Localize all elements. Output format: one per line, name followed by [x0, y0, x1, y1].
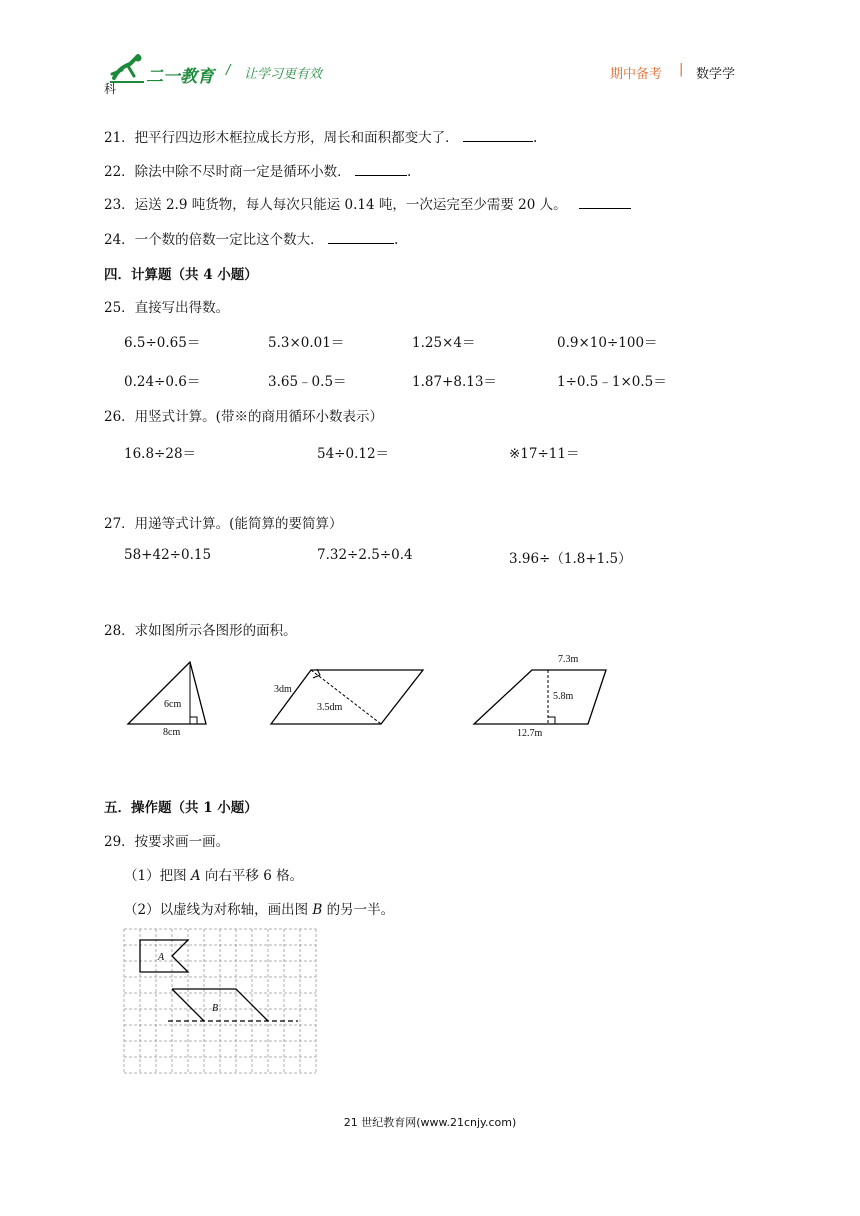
q27-item: 3.96÷（1.8+1.5） [509, 551, 632, 567]
header-slogan: 让学习更有效 [244, 67, 323, 82]
question-26-title: 26．用竖式计算。(带※的商用循环小数表示） [104, 409, 383, 425]
trapezoid-top-label: 7.3m [558, 654, 579, 665]
q25-item: 1.87+8.13＝ [412, 374, 497, 390]
q27-item: 7.32÷2.5÷0.4 [317, 547, 413, 563]
question-27-title: 27．用递等式计算。(能简算的要简算） [104, 516, 343, 532]
header [0, 0, 860, 100]
q26-item: 16.8÷28＝ [124, 446, 197, 462]
drawing-grid[interactable] [122, 927, 320, 1077]
question-28-title: 28．求如图所示各图形的面积。 [104, 623, 297, 639]
question-22: 22．除法中除不尽时商一定是循环小数． . [104, 164, 412, 180]
label-a: A [158, 952, 165, 963]
q25-item: 1÷0.5﹣1×0.5＝ [557, 374, 667, 390]
question-29-sub2: （2）以虚线为对称轴，画出图 B 的另一半。 [124, 902, 395, 918]
triangle-base-label: 8cm [163, 727, 181, 738]
q25-item: 3.65﹣0.5＝ [268, 374, 347, 390]
logo-char: 科 [104, 82, 117, 96]
q27-item: 58+42÷0.15 [124, 547, 212, 563]
section-5-heading: 五．操作题（共 1 小题） [104, 800, 258, 816]
q25-item: 5.3×0.01＝ [268, 335, 345, 351]
question-25-title: 25．直接写出得数。 [104, 300, 230, 316]
question-29-title: 29．按要求画一画。 [104, 834, 230, 850]
footer-text: 21 世纪教育网(www.21cnjy.com) [343, 1116, 517, 1129]
question-24: 24．一个数的倍数一定比这个数大． . [104, 232, 399, 248]
subject-label: 数学学 [696, 67, 736, 82]
header-divider: | [679, 62, 684, 77]
q26-item: 54÷0.12＝ [317, 446, 390, 462]
header-separator: / [226, 63, 231, 78]
q26-item: ※17÷11＝ [509, 446, 580, 462]
question-21: 21．把平行四边形木框拉成长方形，周长和面积都变大了． . [104, 130, 538, 146]
question-29-sub1: （1）把图 A 向右平移 6 格。 [124, 868, 304, 884]
q25-item: 0.9×10÷100＝ [557, 335, 658, 351]
trapezoid-height-label: 5.8m [553, 691, 574, 702]
logo-text: 二一教育 [146, 67, 214, 87]
parallelogram-side-label: 3dm [274, 684, 292, 695]
answer-blank-24[interactable] [328, 230, 394, 244]
triangle-height-label: 6cm [164, 699, 182, 710]
label-b: B [212, 1003, 219, 1014]
trapezoid-bottom-label: 12.7m [517, 728, 543, 739]
parallelogram-figure [265, 664, 430, 729]
trapezoid-figure [470, 664, 615, 729]
question-23: 23．运送 2.9 吨货物，每人每次只能运 0.14 吨，一次运完至少需要 20 人。 [104, 193, 631, 213]
parallelogram-height-label: 3.5dm [317, 702, 343, 713]
q25-item: 0.24÷0.6＝ [124, 374, 201, 390]
answer-blank-23[interactable] [579, 195, 631, 209]
exam-label: 期中备考 [610, 67, 663, 82]
q25-item: 6.5÷0.65＝ [124, 335, 201, 351]
section-4-heading: 四．计算题（共 4 小题） [104, 267, 258, 283]
q25-item: 1.25×4＝ [412, 335, 476, 351]
answer-blank-21[interactable] [463, 128, 533, 142]
answer-blank-22[interactable] [355, 162, 407, 176]
